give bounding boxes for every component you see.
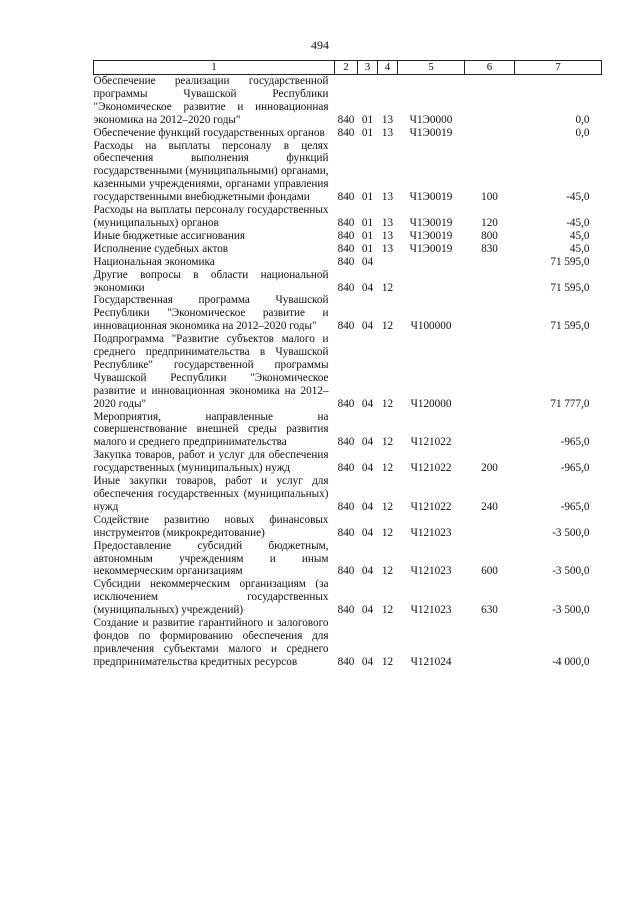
row-rz: 01 — [361, 242, 374, 255]
row-vr: 240 — [481, 500, 498, 513]
row-gr: 840 — [337, 255, 355, 268]
row-name: Расходы на выплаты персоналу в целях обеспечения выполнения функций государственными (муниципальными) органами, казенными учреждениями, органами управления государственными внебюджетными фондами — [93, 139, 329, 204]
row-csr — [398, 269, 465, 295]
row-csr: Ч100000 — [410, 320, 452, 333]
row-sum: 71 595,0 — [550, 320, 590, 333]
row-pr: 12 — [381, 526, 394, 539]
row-gr: 840 — [337, 126, 355, 139]
row-sum: -4 000,0 — [552, 655, 590, 668]
table-row — [94, 578, 602, 617]
row-name: Расходы на выплаты персоналу государственных (муниципальных) органов — [93, 204, 329, 229]
row-pr: 13 — [381, 126, 394, 139]
row-rz: 04 — [361, 320, 374, 333]
row-pr: 13 — [381, 113, 394, 126]
budget-table — [93, 60, 602, 669]
table-row — [94, 449, 602, 475]
table-row — [94, 333, 602, 410]
row-rz: 04 — [361, 655, 374, 668]
row-pr: 13 — [381, 216, 394, 229]
row-csr: Ч1Э0019 — [409, 126, 453, 139]
row-name: Создание и развитие гарантийного и залогового фондов по формированию обеспечения для привлечения субъектами малого и среднего предпринимательства кредитных ресурсов — [93, 617, 329, 668]
header-col-7: 7 — [515, 61, 602, 75]
row-rz: 04 — [361, 565, 374, 578]
row-csr: Ч1Э0019 — [409, 216, 453, 229]
row-csr: Ч121023 — [410, 604, 452, 617]
row-vr — [465, 269, 515, 295]
row-csr: Ч1Э0000 — [409, 113, 453, 126]
row-rz: 04 — [361, 526, 374, 539]
row-csr: Ч121022 — [410, 436, 452, 449]
row-vr — [465, 75, 515, 127]
header-col-3: 3 — [358, 61, 378, 75]
row-csr: Ч121023 — [410, 565, 452, 578]
header-col-5: 5 — [398, 61, 465, 75]
row-gr: 840 — [337, 500, 355, 513]
row-sum: -965,0 — [560, 462, 590, 475]
row-csr: Ч121024 — [410, 655, 452, 668]
table-row — [94, 411, 602, 450]
row-gr: 840 — [337, 320, 355, 333]
row-pr: 12 — [381, 281, 394, 294]
table-row — [94, 294, 602, 333]
row-vr: 830 — [481, 242, 498, 255]
row-sum: 45,0 — [569, 242, 590, 255]
table-row — [94, 140, 602, 205]
row-pr: 12 — [381, 565, 394, 578]
row-csr: Ч121023 — [410, 526, 452, 539]
row-gr: 840 — [337, 242, 355, 255]
table-row — [94, 75, 602, 127]
row-vr — [465, 294, 515, 333]
row-gr: 840 — [337, 462, 355, 475]
row-rz: 04 — [361, 397, 374, 410]
row-gr: 840 — [337, 526, 355, 539]
row-pr: 12 — [381, 655, 394, 668]
row-sum: 0,0 — [575, 113, 590, 126]
row-name: Обеспечение функций государственных органов — [93, 126, 325, 139]
row-pr: 12 — [381, 397, 394, 410]
row-gr: 840 — [337, 436, 355, 449]
table-row — [94, 475, 602, 514]
header-col-4: 4 — [378, 61, 398, 75]
row-gr: 840 — [337, 565, 355, 578]
row-csr: Ч1Э0019 — [409, 191, 453, 204]
header-col-2: 2 — [335, 61, 358, 75]
row-rz: 01 — [361, 191, 374, 204]
row-pr: 13 — [381, 242, 394, 255]
page-number: 494 — [311, 38, 329, 52]
header-col-1: 1 — [94, 61, 335, 75]
row-pr — [378, 256, 398, 269]
row-name: Национальная экономика — [93, 255, 215, 268]
row-vr — [465, 256, 515, 269]
row-vr: 120 — [481, 216, 498, 229]
row-rz: 04 — [361, 500, 374, 513]
row-vr — [465, 127, 515, 140]
row-sum: 45,0 — [569, 229, 590, 242]
row-gr: 840 — [337, 397, 355, 410]
row-name: Содействие развитию новых финансовых инструментов (микрокредитование) — [93, 513, 329, 539]
table-row — [94, 617, 602, 669]
row-name: Государственная программа Чувашской Республики "Экономическое развитие и инновационная экономика на 2012–2020 годы" — [93, 294, 329, 333]
row-pr: 12 — [381, 462, 394, 475]
row-pr: 12 — [381, 604, 394, 617]
table-row — [94, 256, 602, 269]
row-csr — [398, 256, 465, 269]
row-gr: 840 — [337, 191, 355, 204]
row-name: Субсидии некоммерческим организациям (за исключением государственных (муниципальных) учреждений) — [93, 578, 329, 617]
table-row — [94, 127, 602, 140]
table-row — [94, 269, 602, 295]
row-rz: 01 — [361, 126, 374, 139]
row-vr: 200 — [481, 462, 498, 475]
row-name: Предоставление субсидий бюджетным, автономным учреждениям и иным некоммерческим организациям — [93, 539, 329, 578]
row-vr — [465, 617, 515, 669]
table-row — [94, 204, 602, 230]
row-sum: -3 500,0 — [552, 526, 590, 539]
row-vr: 800 — [481, 229, 498, 242]
row-pr: 13 — [381, 191, 394, 204]
row-name: Закупка товаров, работ и услуг для обеспечения государственных (муниципальных) нужд — [93, 449, 329, 475]
row-sum: 71 595,0 — [550, 255, 590, 268]
row-rz: 01 — [361, 113, 374, 126]
row-vr — [465, 411, 515, 450]
row-csr: Ч120000 — [410, 397, 452, 410]
row-vr: 630 — [481, 604, 498, 617]
row-gr: 840 — [337, 216, 355, 229]
row-rz: 04 — [361, 281, 374, 294]
row-vr — [465, 333, 515, 410]
row-rz: 04 — [361, 255, 374, 268]
row-vr: 600 — [481, 565, 498, 578]
row-name: Иные закупки товаров, работ и услуг для обеспечения государственных (муниципальных) нужд — [93, 475, 329, 513]
row-gr: 840 — [337, 655, 355, 668]
row-sum: 71 777,0 — [550, 397, 590, 410]
row-pr: 12 — [381, 436, 394, 449]
table-row — [94, 514, 602, 540]
row-sum: -965,0 — [560, 436, 590, 449]
row-name: Другие вопросы в области национальной экономики — [93, 268, 329, 294]
row-rz: 04 — [361, 436, 374, 449]
row-gr: 840 — [337, 229, 355, 242]
row-pr: 12 — [381, 500, 394, 513]
row-sum: 71 595,0 — [550, 281, 590, 294]
row-pr: 13 — [381, 229, 394, 242]
row-sum: -45,0 — [566, 191, 590, 204]
row-name: Подпрограмма "Развитие субъектов малого и среднего предпринимательства в Чувашской Республике" государственной программы Чувашской Республики "Экономическое развитие и инновационная экономика на 2012–2020 годы" — [93, 333, 329, 410]
row-csr: Ч121022 — [410, 500, 452, 513]
row-gr: 840 — [337, 281, 355, 294]
row-sum: -3 500,0 — [552, 565, 590, 578]
row-name: Иные бюджетные ассигнования — [93, 229, 245, 242]
row-name: Мероприятия, направленные на совершенствование внешней среды развития малого и среднего предпринимательства — [93, 410, 329, 449]
row-sum: -3 500,0 — [552, 604, 590, 617]
table-row — [94, 243, 602, 256]
row-sum: -965,0 — [560, 500, 590, 513]
row-vr: 100 — [481, 191, 498, 204]
row-csr: Ч121022 — [410, 462, 452, 475]
row-gr: 840 — [337, 113, 355, 126]
row-rz: 01 — [361, 216, 374, 229]
row-sum: -45,0 — [566, 216, 590, 229]
row-csr: Ч1Э0019 — [409, 229, 453, 242]
table-row — [94, 540, 602, 579]
row-name: Обеспечение реализации государственной программы Чувашской Республики "Экономическое развитие и инновационная экономика на 2012–2020 годы" — [93, 75, 329, 126]
header-col-6: 6 — [465, 61, 515, 75]
row-rz: 04 — [361, 462, 374, 475]
row-sum: 0,0 — [575, 126, 590, 139]
row-rz: 01 — [361, 229, 374, 242]
row-name: Исполнение судебных актов — [93, 242, 229, 255]
row-gr: 840 — [337, 604, 355, 617]
header-row — [94, 61, 602, 75]
row-pr: 12 — [381, 320, 394, 333]
row-rz: 04 — [361, 604, 374, 617]
row-vr — [465, 514, 515, 540]
row-csr: Ч1Э0019 — [409, 242, 453, 255]
table-row — [94, 230, 602, 243]
